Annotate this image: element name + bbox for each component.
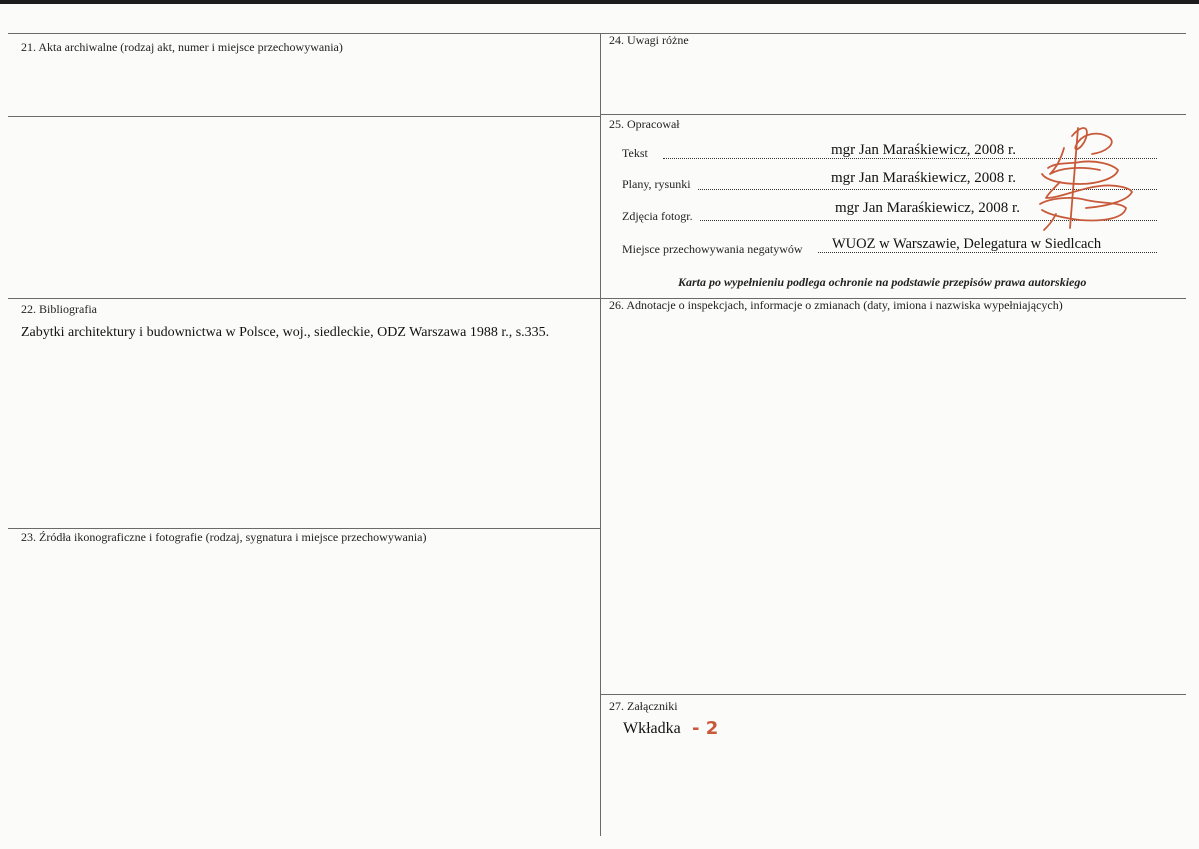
rule-right-1 xyxy=(600,114,1186,115)
section-21-label: 21. Akta archiwalne (rodzaj akt, numer i miejsce przechowywania) xyxy=(21,40,343,54)
section-23-label: 23. Źródła ikonograficzne i fotografie (rodzaj, sygnatura i miejsce przechowywania) xyxy=(21,530,427,544)
author-row-value: mgr Jan Maraśkiewicz, 2008 r. xyxy=(831,142,1016,158)
section-25-label: 25. Opracował xyxy=(609,117,680,131)
section-22-value: Zabytki architektury i budownictwa w Polsce, woj., siedleckie, ODZ Warszawa 1988 r., s.335. xyxy=(21,325,550,340)
signature-icon xyxy=(1020,118,1140,248)
rule-top xyxy=(8,33,1186,34)
scan-top-edge xyxy=(0,0,1199,4)
author-row-value: mgr Jan Maraśkiewicz, 2008 r. xyxy=(831,170,1016,186)
author-row-value: WUOZ w Warszawie, Delegatura w Siedlcach xyxy=(832,236,1102,252)
section-26-label: 26. Adnotacje o inspekcjach, informacje o zmianach (daty, imiona i nazwiska wypełniających) xyxy=(609,298,1063,312)
section-22-label: 22. Bibliografia xyxy=(21,302,97,316)
section-27-handwritten-count: - 2 xyxy=(692,718,719,739)
rule-vertical xyxy=(600,33,601,836)
rule-left-1 xyxy=(8,116,600,117)
section-27-value: Wkładka xyxy=(623,720,681,737)
rule-right-2 xyxy=(600,694,1186,695)
copyright-note: Karta po wypełnieniu podlega ochronie na podstawie przepisów prawa autorskiego xyxy=(678,275,1087,289)
author-row-label: Miejsce przechowywania negatywów xyxy=(622,242,803,256)
section-24-label: 24. Uwagi różne xyxy=(609,33,689,47)
author-row-value: mgr Jan Maraśkiewicz, 2008 r. xyxy=(835,200,1020,216)
author-row-label: Tekst xyxy=(622,146,648,160)
author-row-label: Zdjęcia fotogr. xyxy=(622,209,693,223)
rule-left-2 xyxy=(8,528,600,529)
author-row-label: Plany, rysunki xyxy=(622,177,691,191)
section-27-label: 27. Załączniki xyxy=(609,699,678,713)
